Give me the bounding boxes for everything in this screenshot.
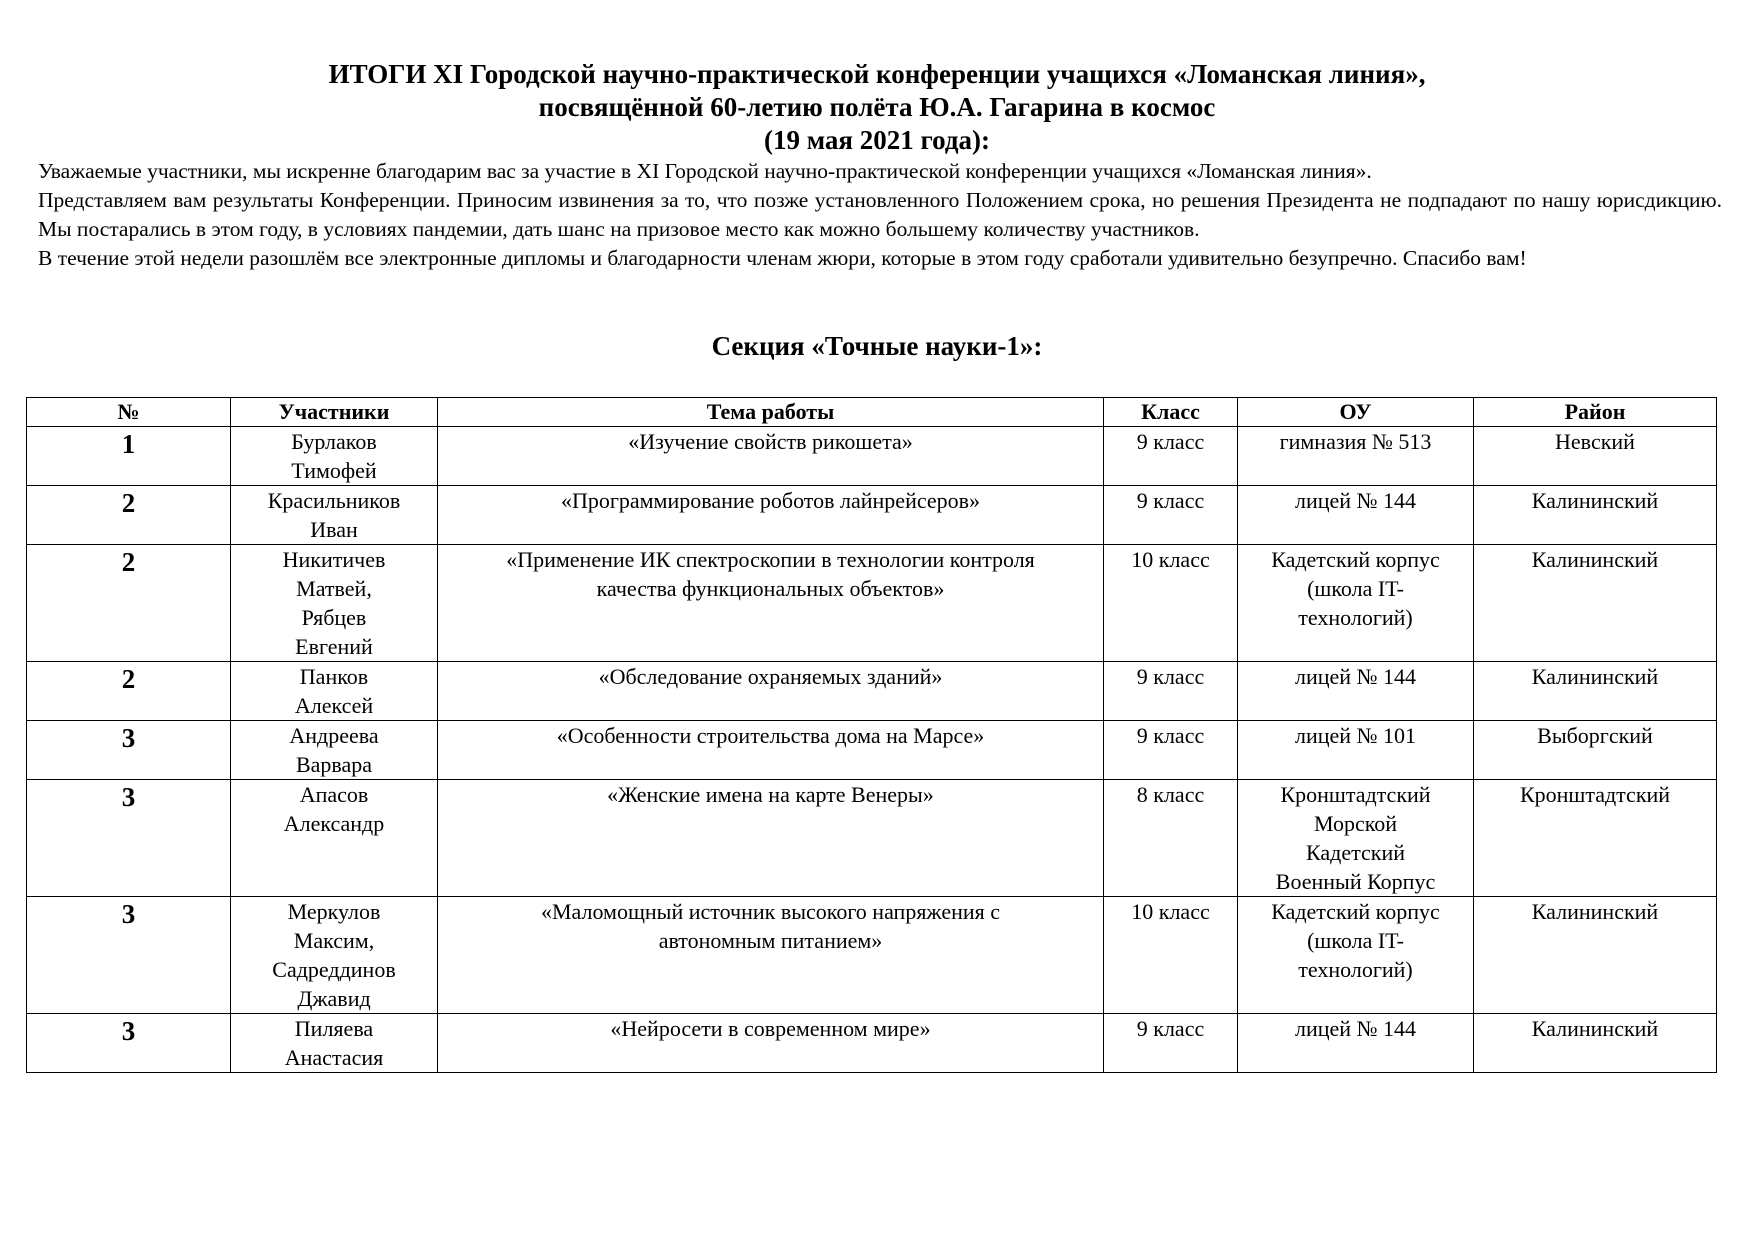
cell-topic: «Изучение свойств рикошета» [438, 427, 1104, 486]
cell-grade: 8 класс [1104, 780, 1238, 897]
cell-grade: 9 класс [1104, 1014, 1238, 1073]
intro-paragraph-1: Уважаемые участники, мы искренне благодарим вас за участие в XI Городской научно-практической конференции учащихся «Ломанская линия». [38, 159, 1372, 183]
section-title: Секция «Точные науки-1»: [711, 331, 1043, 361]
cell-participants: Пиляева Анастасия [231, 1014, 438, 1073]
cell-school: лицей № 144 [1238, 486, 1474, 545]
cell-school: Кронштадтский Морской Кадетский Военный Корпус [1238, 780, 1474, 897]
cell-grade: 10 класс [1104, 545, 1238, 662]
cell-place: 2 [27, 662, 231, 721]
table-row [27, 486, 1717, 545]
title-line-1: ИТОГИ XI Городской научно-практической конференции учащихся «Ломанская линия», [328, 59, 1426, 89]
header-grade: Класс [1104, 398, 1238, 427]
cell-participants: Апасов Александр [231, 780, 438, 897]
table-row [27, 427, 1717, 486]
cell-participants: Панков Алексей [231, 662, 438, 721]
cell-place: 3 [27, 1014, 231, 1073]
cell-place: 3 [27, 721, 231, 780]
cell-school: лицей № 101 [1238, 721, 1474, 780]
table-row [27, 1014, 1717, 1073]
cell-grade: 9 класс [1104, 721, 1238, 780]
table-row [27, 662, 1717, 721]
cell-district: Калининский [1474, 1014, 1717, 1073]
cell-district: Калининский [1474, 897, 1717, 1014]
cell-district: Кронштадтский [1474, 780, 1717, 897]
cell-school: Кадетский корпус (школа IT- технологий) [1238, 545, 1474, 662]
cell-participants: Меркулов Максим, Садреддинов Джавид [231, 897, 438, 1014]
title-line-3: (19 мая 2021 года): [763, 125, 990, 155]
results-table [26, 397, 1717, 1073]
cell-topic: «Женские имена на карте Венеры» [438, 780, 1104, 897]
document-title [0, 58, 1754, 157]
cell-grade: 9 класс [1104, 662, 1238, 721]
header-topic: Тема работы [438, 398, 1104, 427]
cell-place: 2 [27, 486, 231, 545]
cell-topic: «Особенности строительства дома на Марсе» [438, 721, 1104, 780]
cell-district: Выборгский [1474, 721, 1717, 780]
cell-grade: 9 класс [1104, 486, 1238, 545]
header-district: Район [1474, 398, 1717, 427]
intro-text [38, 157, 1722, 273]
cell-topic: «Программирование роботов лайнрейсеров» [438, 486, 1104, 545]
cell-grade: 10 класс [1104, 897, 1238, 1014]
cell-topic: «Нейросети в современном мире» [438, 1014, 1104, 1073]
header-place: № [27, 398, 231, 427]
cell-district: Калининский [1474, 662, 1717, 721]
cell-school: лицей № 144 [1238, 1014, 1474, 1073]
cell-place: 3 [27, 780, 231, 897]
cell-participants: Красильников Иван [231, 486, 438, 545]
table-row [27, 897, 1717, 1014]
cell-grade: 9 класс [1104, 427, 1238, 486]
cell-school: Кадетский корпус (школа IT- технологий) [1238, 897, 1474, 1014]
table-row [27, 721, 1717, 780]
cell-topic: «Применение ИК спектроскопии в технологии контроля качества функциональных объектов» [438, 545, 1104, 662]
table-row [27, 780, 1717, 897]
cell-district: Калининский [1474, 545, 1717, 662]
cell-place: 2 [27, 545, 231, 662]
cell-school: лицей № 144 [1238, 662, 1474, 721]
cell-school: гимназия № 513 [1238, 427, 1474, 486]
cell-district: Калининский [1474, 486, 1717, 545]
title-line-2: посвящённой 60-летию полёта Ю.А. Гагарина в космос [538, 92, 1216, 122]
cell-place: 3 [27, 897, 231, 1014]
cell-topic: «Обследование охраняемых зданий» [438, 662, 1104, 721]
cell-topic: «Маломощный источник высокого напряжения с автономным питанием» [438, 897, 1104, 1014]
cell-participants: Никитичев Матвей, Рябцев Евгений [231, 545, 438, 662]
cell-place: 1 [27, 427, 231, 486]
intro-paragraph-3: В течение этой недели разошлём все электронные дипломы и благодарности членам жюри, которые в этом году сработали удивительно безупречно. Спасибо вам! [38, 246, 1527, 270]
cell-participants: Бурлаков Тимофей [231, 427, 438, 486]
header-participants: Участники [231, 398, 438, 427]
table-header-row [27, 398, 1717, 427]
table-row [27, 545, 1717, 662]
intro-paragraph-2: Представляем вам результаты Конференции. Приносим извинения за то, что позже установленного Положением срока, но решения Президента не подпадают по нашу юрисдикцию. Мы постарались в этом году, в условиях пандемии, дать шанс на призовое место как можно большему количеству участников. [38, 188, 1722, 241]
cell-district: Невский [1474, 427, 1717, 486]
header-school: ОУ [1238, 398, 1474, 427]
cell-participants: Андреева Варвара [231, 721, 438, 780]
